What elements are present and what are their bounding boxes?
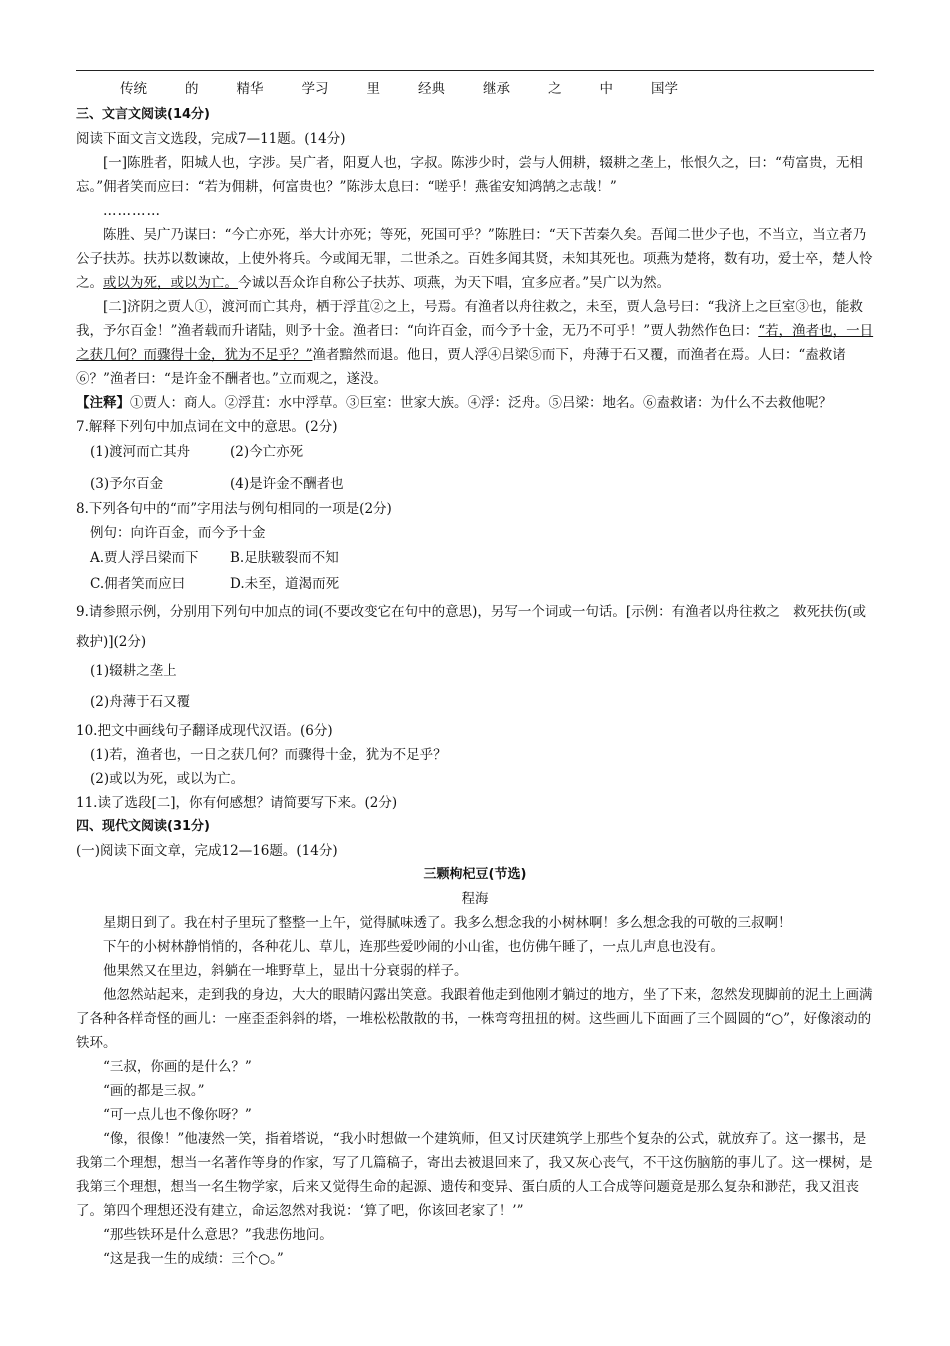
question-8: 8.下列各句中的“而”字用法与例句相同的一项是(2分): [76, 501, 392, 517]
article-paragraph: “画的都是三叔。”: [103, 1083, 205, 1099]
underlined-sentence-2: 或以为死，或以为亡。: [103, 275, 238, 291]
question-11: 11.读了选段[二]，你有何感想？请简要写下来。(2分): [76, 795, 398, 811]
header-rule: [76, 70, 874, 71]
header-word: 中: [599, 81, 613, 97]
page: [76, 70, 874, 1271]
article-paragraph: “像，很像！”他凄然一笑，指着塔说，“我小时想做一个建筑师，但又讨厌建筑学上那些个复杂的公式，就放弃了。这一摞书，是我第二个理想，想当一名著作等身的作家，写了几篇稿子，寄出去被退回来了，我又灰心丧气，不干这伤脑筋的事儿了。这一棵树，是我第三个理想，想当一名生物学家，后来又觉得生命的起源、遗传和变异、蛋白质的人工合成等问题竟是那么复杂和渺茫，我又沮丧了。第四个理想还没有建立，命运忽然对我说：‘算了吧，你该回老家了！’”: [76, 1131, 873, 1219]
question-10: 10.把文中画线句子翻译成现代汉语。(6分): [76, 723, 333, 739]
passage-3-text-b: 渔者黯然而退。他日，贾人浮④吕梁⑤而下，舟薄于石又覆，而渔者在焉。人曰：“盍救诸⑥？”渔者曰：“是许金不酬者也。”立而观之，遂没。: [76, 347, 846, 387]
question-7: 7.解释下列句中加点词在文中的意思。(2分): [76, 419, 338, 435]
q8-example: 例句：向许百金，而今予十金: [90, 525, 266, 541]
passage-2: [76, 223, 874, 295]
passage-2-text-a: 陈胜、吴广乃谋曰：“今亡亦死，举大计亦死；等死，死国可乎？”陈胜曰：“天下苦秦久矣。吾闻二世少子也，不当立，当立者乃公子扶苏。扶苏以数谏故，上使外将兵。今或闻无罪，二世杀之。百姓多闻其贤，未知其死也。项燕为楚将，数有功，爱士卒，楚人怜之。: [76, 227, 873, 291]
article-paragraph: “可一点儿也不像你呀？”: [103, 1107, 252, 1123]
q7-row-1: [76, 439, 874, 465]
passage-2-text-b: 今诚以吾众诈自称公子扶苏、项燕，为天下唱，宜多应者。”吴广以为然。: [238, 275, 671, 291]
section-3-heading: 三、文言文阅读(14分): [76, 107, 210, 122]
article-title: 三颗枸杞豆(节选): [423, 867, 527, 882]
question-9: 9.请参照示例，分别用下列句中加点的词(不要改变它在句中的意思)，另写一个词或一句话。[示例：有渔者以舟往救之 救死扶伤(或救护)](2分): [76, 604, 866, 650]
header-word: 学习: [301, 81, 329, 97]
q9-item-2: (2)舟薄于石又覆: [90, 694, 191, 710]
underlined-sentence-1: “若，渔者也，一日之获几何？而骤得十金，犹为不足乎？”: [76, 323, 874, 363]
q10-item-1: (1)若，渔者也，一日之获几何？而骤得十金，犹为不足乎？: [90, 747, 447, 763]
header-word: 的: [185, 81, 199, 97]
section-4-heading: 四、现代文阅读(31分): [76, 819, 210, 834]
article-paragraph: 他果然又在里边，斜躺在一堆野草上，显出十分衰弱的样子。: [103, 963, 468, 979]
article-paragraph: “三叔，你画的是什么？”: [103, 1059, 252, 1075]
article-paragraph: 星期日到了。我在村子里玩了整整一上午，觉得腻味透了。我多么想念我的小树林啊！多么想念我的可敬的三叔啊！: [103, 915, 792, 931]
q7-row-2: [76, 471, 874, 497]
q8-option-a: A.贾人浮吕梁而下: [90, 550, 199, 566]
q7-item: (4)是许金不酬者也: [230, 476, 344, 492]
article-paragraph: “这是我一生的成绩：三个○。”: [103, 1251, 284, 1267]
q7-item: (2)今亡亦死: [230, 444, 304, 460]
article-author: 程海: [461, 891, 489, 907]
q8-options-row-2: [76, 571, 874, 597]
q10-item-2: (2)或以为死，或以为亡。: [90, 771, 245, 787]
q7-item: (1)渡河而亡其舟: [90, 444, 191, 460]
passage-3: [76, 295, 874, 391]
q8-option-b: B.足肤皲裂而不知: [230, 550, 339, 566]
q8-option-c: C.佣者笑而应曰: [90, 576, 186, 592]
header-word: 之: [548, 81, 562, 97]
q8-options-row-1: [76, 545, 874, 571]
header-word: 国学: [651, 81, 678, 97]
passage-3-text-a: [二]济阴之贾人①，渡河而亡其舟，栖于浮苴②之上，号焉。有渔者以舟往救之，未至，贾人急号曰：“我济上之巨室③也，能救我，予尔百金！”渔者载而升诸陆，则予十金。渔者曰：“向许百金，而今予十金，无乃不可乎！”贾人勃然作色曰：: [76, 299, 863, 339]
header-word: 传统: [120, 81, 147, 97]
q7-item: (3)予尔百金: [90, 476, 164, 492]
annotation-label: 【注释】: [76, 395, 130, 411]
article-paragraph: “那些铁环是什么意思？”我悲伤地问。: [103, 1227, 333, 1243]
q8-option-d: D.未至，道渴而死: [230, 576, 340, 592]
article-paragraph: 他忽然站起来，走到我的身边，大大的眼睛闪露出笑意。我跟着他走到他刚才躺过的地方，坐了下来，忽然发现脚前的泥土上画满了各种各样奇怪的画儿：一座歪歪斜斜的塔，一堆松松散散的书，一株弯弯扭扭的树。这些画儿下面画了三个圆圆的“○”，好像滚动的铁环。: [76, 987, 873, 1051]
ellipsis: …………: [103, 203, 161, 219]
section-3-intro: 阅读下面文言文选段，完成7—11题。(14分): [76, 131, 346, 147]
article-paragraph: 下午的小树林静悄悄的，各种花儿、草儿，连那些爱吵闹的小山雀，也仿佛午睡了，一点儿声息也没有。: [103, 939, 724, 955]
header-words: [76, 77, 874, 97]
header-word: 继承: [483, 81, 510, 97]
section-4-intro: (一)阅读下面文章，完成12—16题。(14分): [76, 843, 338, 859]
header-word: 经典: [418, 81, 445, 97]
annotation-text: ①贾人：商人。②浮苴：水中浮草。③巨室：世家大族。④浮：泛舟。⑤吕梁：地名。⑥盍救诸：为什么不去救他呢？: [130, 395, 832, 411]
header-word: 精华: [236, 81, 264, 97]
passage-1: [一]陈胜者，阳城人也，字涉。吴广者，阳夏人也，字叔。陈涉少时，尝与人佣耕，辍耕之垄上，怅恨久之，曰：“苟富贵，无相忘。”佣者笑而应曰：“若为佣耕，何富贵也？”陈涉太息曰：“嗟乎！燕雀安知鸿鹄之志哉！”: [76, 155, 863, 195]
annotation: [76, 391, 874, 415]
header-word: 里: [366, 81, 380, 97]
q9-item-1: (1)辍耕之垄上: [90, 663, 177, 679]
